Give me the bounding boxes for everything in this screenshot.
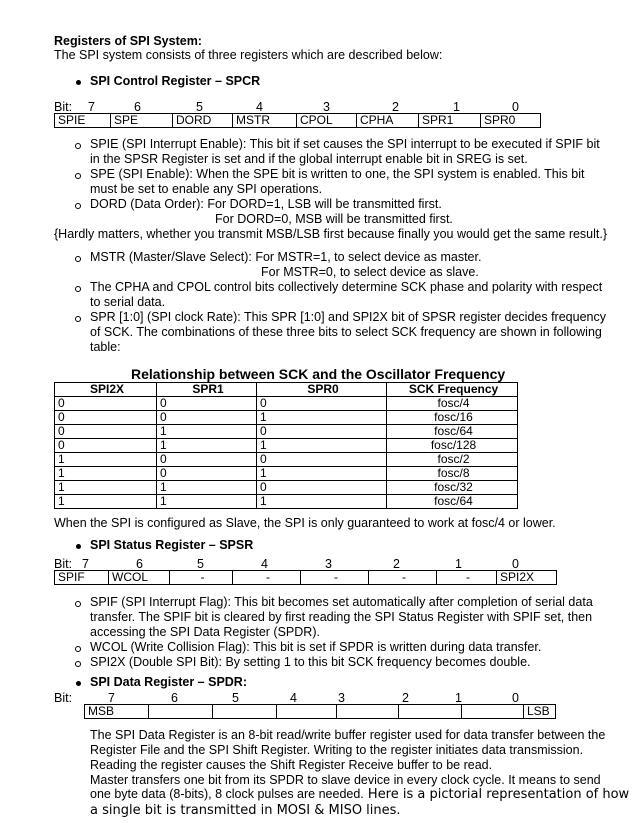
table-cell: 0 (257, 453, 387, 467)
spcr-bit-cell: SPR1 (419, 114, 481, 128)
spsr-bit-cell: WCOL (109, 571, 170, 585)
table-row (55, 495, 518, 509)
freq-table-header (55, 383, 518, 397)
spdr-last-line-2: a single bit is transmitted in MOSI & MISO lines. (90, 803, 401, 818)
bullet-icon (76, 681, 81, 686)
spcr-bit-cell: SPIE (55, 114, 111, 128)
table-cell: 1 (157, 495, 257, 509)
bullet-icon (76, 544, 81, 549)
table-row (55, 453, 518, 467)
table-cell: 0 (157, 467, 257, 481)
spdr-bit-cell (337, 705, 399, 719)
sub-bullet-icon (75, 173, 81, 179)
table-cell: 1 (55, 467, 157, 481)
table-cell: fosc/16 (387, 411, 518, 425)
mstr-desc: MSTR (Master/Slave Select): For MSTR=1, to select device as master. (90, 250, 482, 264)
table-cell: 1 (55, 481, 157, 495)
table-cell: 1 (257, 467, 387, 481)
spsr-bit-cell: - (170, 571, 233, 585)
section-heading: Registers of SPI System: (54, 34, 202, 48)
bit-number: 3 (323, 100, 330, 114)
sub-bullet-icon (75, 646, 81, 652)
spdr-bit-cell (399, 705, 462, 719)
spdr-bit-cell: MSB (85, 705, 149, 719)
bit-number: 6 (171, 691, 178, 705)
bit-number: 5 (197, 557, 204, 571)
bit-number: 5 (196, 100, 203, 114)
dord-desc-2: For DORD=0, MSB will be transmitted first. (215, 212, 453, 226)
table-cell: 0 (55, 425, 157, 439)
bit-number: 6 (136, 557, 143, 571)
table-cell: 1 (257, 495, 387, 509)
spcr-bit-cell: CPHA (357, 114, 419, 128)
spsr-bit-cell: SPI2X (497, 571, 557, 585)
table-row (55, 411, 518, 425)
table-cell: 0 (55, 397, 157, 411)
slave-note: When the SPI is configured as Slave, the SPI is only guaranteed to work at fosc/4 or lower. (54, 516, 556, 530)
table-cell: fosc/64 (387, 495, 518, 509)
bit-number: 5 (232, 691, 239, 705)
table-cell: fosc/2 (387, 453, 518, 467)
spdr-bit-cell (462, 705, 524, 719)
spcr-title: SPI Control Register – SPCR (90, 74, 261, 88)
table-cell: 0 (157, 453, 257, 467)
spif-desc: SPIF (SPI Interrupt Flag): This bit becomes set automatically after completion of serial data transfer. The SPIF bit is cleared by first reading the SPI Status Register with SPIF set, then accessing the SPI Data Register (SPDR). (90, 595, 593, 639)
table-cell: 0 (55, 439, 157, 453)
table-cell: 0 (157, 397, 257, 411)
bit-number: 2 (392, 100, 399, 114)
table-row (55, 439, 518, 453)
cpha-cpol-desc: The CPHA and CPOL control bits collectively determine SCK phase and polarity with respect to serial data. (90, 280, 603, 309)
spe-desc: SPE (SPI Enable): When the SPE bit is written to one, the SPI system is enabled. This bit must be set to enable any SPI operations. (90, 167, 585, 196)
bit-number: 4 (261, 557, 268, 571)
spcr-bit-cell: CPOL (297, 114, 357, 128)
spdr-paragraph: The SPI Data Register is an 8-bit read/write buffer register used for data transfer between the Register File and the SPI Shift Register. Writing to the register initiates data transmission. Reading the register causes the Shift Register Receive buffer to be read. Master transfers one bit from its SPDR to slave device in every clock cycle. It means to send (90, 728, 606, 787)
freq-table-caption: Relationship between SCK and the Oscillator Frequency (131, 366, 506, 382)
table-cell: 1 (157, 439, 257, 453)
bit-number: 6 (134, 100, 141, 114)
spdr-last-line: one byte data (8-bits), 8 clock pulses are needed. Here is a pictorial representation of how (90, 787, 630, 802)
table-cell: 0 (257, 425, 387, 439)
spcr-register-table (54, 113, 541, 128)
bit-number: 7 (82, 557, 89, 571)
bit-number: 3 (338, 691, 345, 705)
freq-table (54, 382, 518, 509)
spcr-bit-cell: SPR0 (481, 114, 541, 128)
table-cell: 0 (257, 397, 387, 411)
column-header: SCK Frequency (387, 383, 518, 397)
sub-bullet-icon (75, 601, 81, 607)
bit-number: 3 (325, 557, 332, 571)
table-cell: fosc/4 (387, 397, 518, 411)
sub-bullet-icon (75, 143, 81, 149)
bit-number: 1 (453, 100, 460, 114)
spie-desc: SPIE (SPI Interrupt Enable): This bit if set causes the SPI interrupt to be executed if SPIF bit in the SPSR Register is set and if the global interrupt enable bit in SREG is set. (90, 137, 600, 166)
table-row (55, 481, 518, 495)
table-row (55, 425, 518, 439)
intro-text: The SPI system consists of three registers which are described below: (54, 48, 443, 62)
table-cell: 1 (55, 453, 157, 467)
spsr-bit-cell: - (437, 571, 497, 585)
spsr-bit-cell: SPIF (55, 571, 109, 585)
dord-desc: DORD (Data Order): For DORD=1, LSB will be transmitted first. (90, 197, 442, 211)
spsr-title: SPI Status Register – SPSR (90, 538, 254, 552)
bit-number: 4 (256, 100, 263, 114)
spdr-title: SPI Data Register – SPDR: (90, 675, 247, 689)
bullet-icon (76, 80, 81, 85)
spr-desc: SPR [1:0] (SPI clock Rate): This SPR [1:0] and SPI2X bit of SPSR register decides frequency of SCK. The combinations of these three bits to select SCK frequency are shown in following table: (90, 310, 606, 354)
table-row (55, 397, 518, 411)
table-cell: 0 (157, 411, 257, 425)
spcr-bit-cell: MSTR (233, 114, 297, 128)
table-cell: fosc/32 (387, 481, 518, 495)
bit-label: Bit: (54, 691, 73, 705)
sub-bullet-icon (75, 316, 81, 322)
sub-bullet-icon (75, 256, 81, 262)
bit-number: 0 (512, 100, 519, 114)
table-cell: 0 (257, 481, 387, 495)
bit-number: 2 (402, 691, 409, 705)
table-cell: 1 (257, 411, 387, 425)
spcr-bit-cell: SPE (111, 114, 173, 128)
sub-bullet-icon (75, 661, 81, 667)
bit-number: 4 (290, 691, 297, 705)
column-header: SPR1 (157, 383, 257, 397)
bit-number: 2 (393, 557, 400, 571)
spsr-bit-cell: - (369, 571, 437, 585)
bit-label: Bit: (54, 557, 73, 571)
bit-number: 0 (512, 557, 519, 571)
spdr-register-table (84, 704, 556, 719)
bit-number: 1 (455, 691, 462, 705)
spdr-bit-cell (213, 705, 277, 719)
spi2x-desc: SPI2X (Double SPI Bit): By setting 1 to this bit SCK frequency becomes double. (90, 655, 531, 669)
table-cell: 0 (55, 411, 157, 425)
bit-number: 7 (108, 691, 115, 705)
table-cell: fosc/8 (387, 467, 518, 481)
table-cell: 1 (55, 495, 157, 509)
table-cell: fosc/64 (387, 425, 518, 439)
bit-number: 1 (455, 557, 462, 571)
bit-number: 7 (88, 100, 95, 114)
sub-bullet-icon (75, 286, 81, 292)
spdr-bit-cell: LSB (524, 705, 556, 719)
table-cell: 1 (157, 425, 257, 439)
spsr-bit-cell: - (301, 571, 369, 585)
spsr-register-table (54, 570, 557, 585)
spcr-bit-cell: DORD (173, 114, 233, 128)
table-cell: 1 (157, 481, 257, 495)
column-header: SPR0 (257, 383, 387, 397)
bit-number: 0 (512, 691, 519, 705)
bit-label: Bit: (54, 100, 73, 114)
table-cell: fosc/128 (387, 439, 518, 453)
spsr-bit-cell: - (233, 571, 301, 585)
spdr-bit-cell (149, 705, 213, 719)
table-cell: 1 (257, 439, 387, 453)
mstr-desc-2: For MSTR=0, to select device as slave. (261, 265, 479, 279)
table-row (55, 467, 518, 481)
spdr-bit-cell (277, 705, 337, 719)
sub-bullet-icon (75, 203, 81, 209)
dord-note: {Hardly matters, whether you transmit MSB/LSB first because finally you would get the same result.} (54, 227, 608, 241)
column-header: SPI2X (55, 383, 157, 397)
wcol-desc: WCOL (Write Collision Flag): This bit is set if SPDR is written during data transfer. (90, 640, 542, 654)
